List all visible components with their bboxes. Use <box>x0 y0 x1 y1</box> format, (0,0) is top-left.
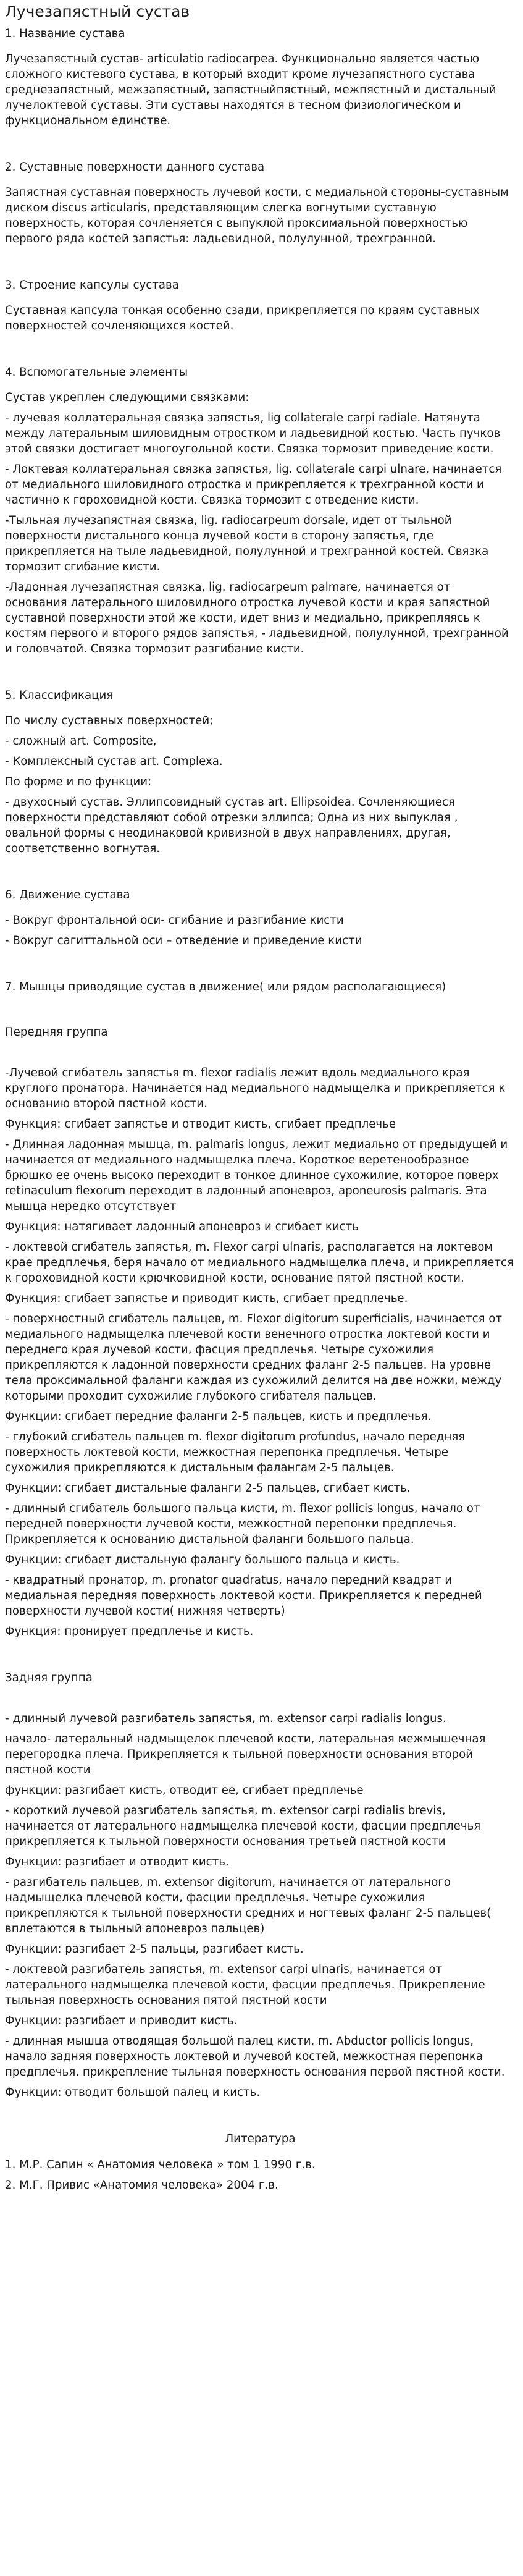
section-capsule <box>5 279 516 334</box>
section-paragraph: - Вокруг сагиттальной оси – отведение и приведение кисти <box>5 934 362 947</box>
literature-item: 1. М.Р. Сапин « Анатомия человека » том 1 1990 г.в. <box>5 2158 316 2171</box>
section-gap <box>5 1005 516 1026</box>
document-title: Лучезапястный сустав <box>5 2 190 20</box>
section-movement <box>5 889 516 948</box>
section-paragraph: - двухосный сустав. Эллипсовидный сустав art. Ellipsoidea. Сочленяющиеся поверхности представляют собой отрезки эллипса; Одна из них выпуклая , овальной формы с неодинаковой кривизной в двух направлениях, другая, соответственно вогнутая. <box>5 796 458 855</box>
section-paragraph: Функция: пронирует предплечье и кисть. <box>5 1625 254 1638</box>
section-gap <box>5 1650 516 1671</box>
section-heading: 2. Суставные поверхности данного сустава <box>5 161 265 174</box>
section-paragraph: - Вокруг фронтальной оси- сгибание и разгибание кисти <box>5 914 344 927</box>
section-paragraph: Функции: разгибает и приводит кисть. <box>5 2014 238 2027</box>
section-paragraph: функции: разгибает кисть, отводит ее, сгибает предплечье <box>5 1784 364 1797</box>
section-paragraph: Функция: сгибает запястье и отводит кисть, сгибает предплечье <box>5 1118 396 1131</box>
section-gap <box>5 868 516 889</box>
section-paragraph: Функции: сгибает дистальные фаланги 2-5 пальцев, сгибает кисть. <box>5 1482 411 1495</box>
section-paragraph: Функции: сгибает передние фаланги 2-5 пальцев, кисть и предплечья. <box>5 1410 432 1423</box>
section-paragraph: - локтевой сгибатель запястья, m. Flexor carpi ulnaris, располагается на локтевом крае предплечья, беря начало от медиального надмыщелка плеча, и прикрепляется к гороховидной кости крючковидной кости, основание пятой пястной кости. <box>5 1241 514 1285</box>
section-anterior-group <box>5 1026 516 1639</box>
section-paragraph: -Ладонная лучезапястная связка, lig. radiocarpeum palmare, начинается от основания латерального шиловидного отростка лучевой кости и края запястной суставной поверхности этой же кости, идет вниз и медиально, прикрепляясь к костям первого и второго рядов запястья, - ладьевидной, полулунной, трехгранной и головчатой. Связка тормозит разгибание кисти. <box>5 581 509 656</box>
section-paragraph: - длинная мышца отводящая большой палец кисти, m. Abductor pollicis longus, начало задняя поверхность локтевой и лучевой костей, межкостная перепонка предплечья. прикрепление тыльная поверхность основания первой пястной кости. <box>5 2035 505 2079</box>
section-paragraph: - длинный лучевой разгибатель запястья, m. extensor carpi radialis longus. <box>5 1712 446 1725</box>
section-name <box>5 27 516 129</box>
section-paragraph: - поверхностный сгибатель пальцев, m. Flexor digitorum superficialis, начинается от медиального надмыщелка плечевой кости венечного отростка локтевой кости и переднего края лучевой кости, фасция предплечья. Четыре сухожилия прикрепляются к ладонной поверхности средних фаланг 2-5 пальцев. На уровне тела проксимальной фаланги каждая из сухожилий делится на две ножки, между которыми проходит сухожилие глубокого сгибателя пальцев. <box>5 1312 503 1403</box>
section-heading: 3. Строение капсулы сустава <box>5 279 179 292</box>
section-paragraph: По форме и по функции: <box>5 775 152 788</box>
section-paragraph: Функция: сгибает запястье и приводит кисть, сгибает предплечье. <box>5 1292 408 1305</box>
section-gap <box>5 258 516 279</box>
section-muscles <box>5 981 516 994</box>
section-paragraph: Функции: разгибает 2-5 пальцы, разгибает кисть. <box>5 1943 304 1956</box>
section-gap <box>5 140 516 161</box>
section-gap <box>5 668 516 689</box>
section-paragraph: Функции: разгибает и отводит кисть. <box>5 1856 229 1869</box>
section-posterior-group <box>5 1671 516 2100</box>
section-heading: 1. Название сустава <box>5 27 125 40</box>
section-paragraph: -Лучевой сгибатель запястья m. flexor radialis лежит вдоль медиального края круглого пронатора. Начинается над медиального надмыщелка и прикрепляется к основанию второй пястной кости. <box>5 1066 506 1110</box>
section-paragraph: - разгибатель пальцев, m. extensor digitorum, начинается от латерального надмыщелка плечевой кости, фасции предплечья. Четыре сухожилия прикрепляются к тыльной поверхности средних и ногтевых фаланг 2-5 пальцев( вплетаются в тыльный апоневроз пальцев) <box>5 1876 492 1935</box>
section-paragraph: -Тыльная лучезапястная связка, lig. radiocarpeum dorsale, идет от тыльной поверхности дистального конца лучевой кости в сторону запястья, где прикрепляется на тыле ладьевидной, полулунной и трехгранной костей. Связка тормозит сгибание кисти. <box>5 514 489 573</box>
section-paragraph: Функции: отводит большой палец и кисть. <box>5 2086 261 2099</box>
section-heading: 7. Мышцы приводящие сустав в движение( или рядом располагающиеся) <box>5 981 446 994</box>
section-classification <box>5 689 516 856</box>
section-heading: 5. Классификация <box>5 689 114 702</box>
section-heading: 6. Движение сустава <box>5 889 130 902</box>
section-paragraph: Запястная суставная поверхность лучевой кости, с медиальной стороны-суставным диском discus articularis, представляющим слегка вогнутыми суставную поверхность, которая сочленяется с выпуклой проксимальной поверхностью первого ряда костей запястья: ладьевидной, полулунной, трехгранной. <box>5 186 509 245</box>
section-paragraph: начало- латеральный надмыщелок плечевой кости, латеральная межмышечная перегородка плеча. Прикрепляется к тыльной поверхности основания второй пястной кости <box>5 1733 486 1776</box>
section-gap <box>5 2111 516 2132</box>
section-paragraph: Лучезапястный сустав- articulatio radiocarpea. Функционально является частью сложного кистевого сустава, в который входит кроме лучезапястного сустава среднезапястный, межзапястный, запястныйпястный, межпястный и дистальный лучелоктевой суставы. Эти суставы находятся в тесном физиологическом и функциональном единстве. <box>5 53 496 127</box>
section-paragraph: - сложный art. Composite, <box>5 735 157 748</box>
section-articular-surfaces <box>5 161 516 247</box>
section-paragraph: - лучевая коллатеральная связка запястья, lig collaterale carpi radiale. Натянута между латеральным шиловидным отростком и ладьевидной костью. Часть пучков этой связки достигает многоугольной кости. Связка тормозит приведение кости. <box>5 412 501 455</box>
literature-item: 2. М.Г. Привис «Анатомия человека» 2004 г.в. <box>5 2179 278 2192</box>
section-paragraph: - глубокий сгибатель пальцев m. flexor digitorum profundus, начало передняя поверхность локтевой кости, межкостная перепонка предплечья. Четыре сухожилия прикрепляются к дистальным фалангам 2-5 пальцев. <box>5 1430 466 1474</box>
section-gap <box>5 960 516 981</box>
section-ligaments <box>5 366 516 657</box>
section-gap <box>5 345 516 366</box>
section-paragraph: - квадратный пронатор, m. pronator quadratus, начало передний квадрат и медиальная передняя поверхность локтевой кости. Прикрепляется к передней поверхности лучевой кости( нижняя четверть) <box>5 1574 482 1618</box>
section-paragraph: - Длинная ладонная мышца, m. palmaris longus, лежит медиально от предыдущей и начинается от медиального надмыщелка плеча. Короткое веретенообразное брюшко ее очень высоко переходит в тонкое длинное сухожилие, которое поверх retinaculum flexorum переходит в ладонный апоневроз, aponeurosis palmaris. Эта мышца нередко отсутствует <box>5 1138 508 1213</box>
section-paragraph: Сустав укреплен следующими связками: <box>5 391 249 404</box>
section-paragraph: Функции: сгибает дистальную фалангу большого пальца и кисть. <box>5 1553 400 1566</box>
section-paragraph: - Комплексный сустав art. Complexa. <box>5 755 223 768</box>
literature-title: Литература <box>225 2132 296 2145</box>
literature-section <box>5 2132 516 2193</box>
section-paragraph: Функция: натягивает ладонный апоневроз и сгибает кисть <box>5 1220 359 1233</box>
section-paragraph: По числу суставных поверхностей; <box>5 714 214 727</box>
section-paragraph: - локтевой разгибатель запястья, m. extensor carpi ulnaris, начинается от латерального надмыщелка плечевой кости, фасции предплечья. Прикрепление тыльная поверхность основания пятой пястной кости <box>5 1963 485 2007</box>
section-paragraph: Суставная капсула тонкая особенно сзади, прикрепляется по краям суставных поверхностей сочленяющихся костей. <box>5 304 480 332</box>
section-paragraph: - длинный сгибатель большого пальца кисти, m. flexor pollicis longus, начало от передней поверхности лучевой кости, межкостной перепонки предплечья. Прикрепляется к основанию дистальной фаланги большого пальца. <box>5 1502 480 1546</box>
section-heading: 4. Вспомогательные элементы <box>5 366 188 379</box>
subsection-heading: Задняя группа <box>5 1671 93 1684</box>
subsection-heading: Передняя группа <box>5 1026 108 1039</box>
section-paragraph: - короткий лучевой разгибатель запястья, m. extensor carpi radialis brevis, начинается от латерального надмыщелка плечевой кости, фасции предплечья прикрепляется к тыльной поверхности основания третьей пястной кости <box>5 1804 481 1848</box>
section-paragraph: - Локтевая коллатеральная связка запястья, lig. collaterale carpi ulnare, начинается от медиального шиловидного отростка и прикрепляется к трехгранной кости и частично к гороховидной кости. Связка тормозит с отведение кисти. <box>5 463 502 507</box>
